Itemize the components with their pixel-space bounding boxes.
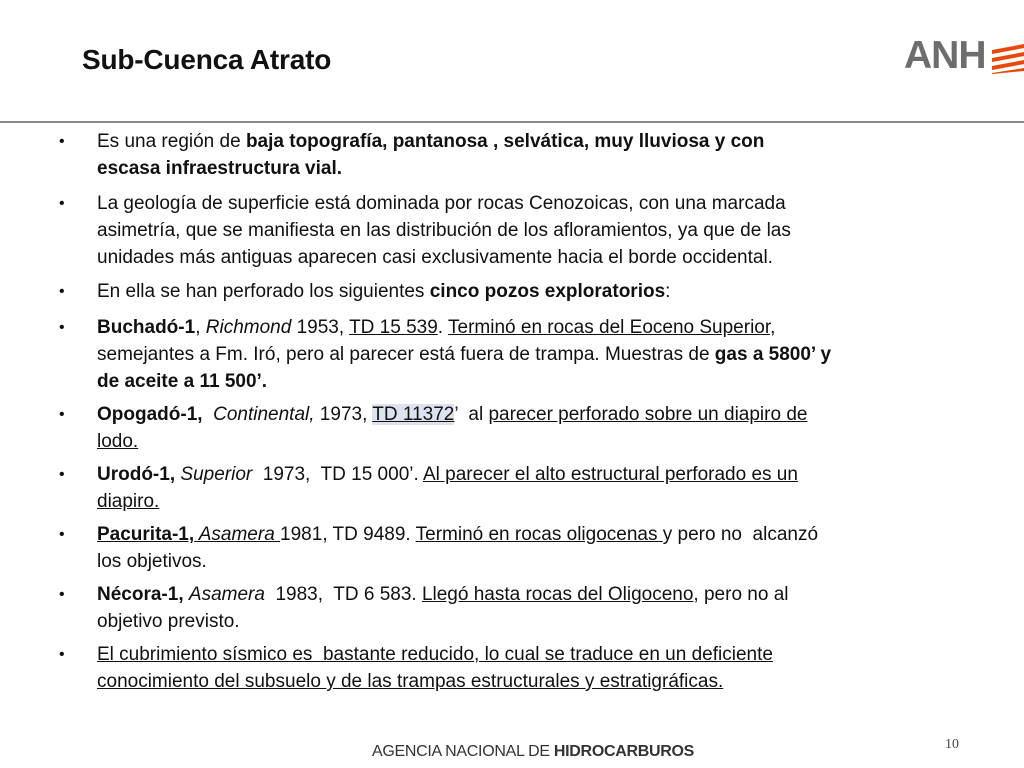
- list-item: [0, 461, 1024, 521]
- item-text: y pero no alcanzó: [662, 524, 819, 545]
- item-underlined-text: Terminó en rocas oligocenas: [415, 524, 663, 545]
- item-bold-text: baja topografía, pantanosa , selvática, muy lluviosa y con: [245, 131, 765, 152]
- list-item: [0, 581, 1024, 641]
- item-text: 1981, TD 9489.: [280, 524, 416, 545]
- list-item: [0, 401, 1024, 461]
- slide-title: Sub-Cuenca Atrato: [82, 44, 332, 75]
- footer-text: AGENCIA NACIONAL DE: [372, 743, 554, 760]
- list-item: [0, 521, 1024, 581]
- well-company: Superior: [180, 464, 253, 485]
- item-text: unidades más antiguas aparecen casi exclusivamente hacia el borde occidental.: [97, 247, 773, 268]
- well-name: Nécora-1,: [97, 584, 184, 605]
- item-underlined-text: parecer perforado sobre un diapiro de: [488, 404, 808, 425]
- item-text: .: [437, 317, 449, 338]
- item-bold-text: gas a 5800’ y: [714, 344, 832, 365]
- logo-stripes-icon: [990, 42, 1024, 74]
- item-bold-text: de aceite a 11 500’.: [97, 371, 268, 392]
- item-text: 1973, TD 15 000’.: [252, 464, 423, 485]
- well-name: Urodó-1,: [97, 464, 176, 485]
- item-text: 1983, TD 6 583.: [264, 584, 422, 605]
- bullet-marker: •: [59, 133, 65, 150]
- footer-agency: [372, 743, 694, 761]
- item-text: semejantes a Fm. Iró, pero al parecer está fuera de trampa. Muestras de: [97, 344, 715, 365]
- bullet-marker: •: [59, 526, 65, 543]
- well-company: Continental,: [213, 404, 315, 425]
- item-text: asimetría, que se manifiesta en las distribución de los afloramientos, ya que de las: [97, 220, 791, 241]
- item-text: ,: [195, 317, 206, 338]
- header-divider: [0, 121, 1024, 123]
- list-item: [0, 314, 1024, 401]
- well-td: TD 11372: [372, 404, 455, 425]
- list-item: [0, 278, 1024, 314]
- item-text: [203, 404, 214, 425]
- bullet-marker: •: [59, 283, 65, 300]
- item-text: ’ al: [454, 404, 489, 425]
- bullet-marker: •: [59, 466, 65, 483]
- well-name: Pacurita-1,: [97, 524, 195, 545]
- item-underlined-text: diapiro.: [97, 491, 160, 512]
- item-text: :: [665, 281, 671, 302]
- footer-bold-text: HIDROCARBUROS: [553, 743, 695, 760]
- item-underlined-text: conocimiento del subsuelo y de las trampas estructurales y estratigráficas.: [97, 671, 724, 692]
- item-text: 1953,: [291, 317, 350, 338]
- bullet-marker: •: [59, 646, 65, 663]
- item-bold-text: cinco pozos exploratorios: [429, 281, 666, 302]
- item-text: En ella se han perforado los siguientes: [97, 281, 430, 302]
- item-text: , pero no al: [693, 584, 789, 605]
- item-underlined-text: El cubrimiento sísmico es bastante reducido, lo cual se traduce en un deficiente: [97, 644, 773, 665]
- item-underlined-text: Al parecer el alto estructural perforado es un: [423, 464, 798, 485]
- bullet-marker: •: [59, 319, 65, 336]
- item-underlined-text: lodo.: [97, 431, 139, 452]
- bullet-marker: •: [59, 406, 65, 423]
- item-text: objetivo previsto.: [97, 611, 240, 632]
- list-item: [0, 190, 1024, 278]
- well-company: Asamera: [194, 524, 281, 545]
- item-underlined-text: Llegó hasta rocas del Oligoceno: [421, 584, 694, 605]
- item-text: La geología de superficie está dominada por rocas Cenozoicas, con una marcada: [97, 193, 786, 214]
- item-text: los objetivos.: [97, 551, 207, 572]
- list-item: [0, 128, 1024, 190]
- page-number: 10: [945, 737, 959, 752]
- well-company: Asamera: [188, 584, 265, 605]
- logo-text: ANH: [904, 34, 986, 77]
- well-td: TD 15 539: [349, 317, 438, 338]
- well-name: Buchadó-1: [97, 317, 196, 338]
- well-name: Opogadó-1,: [97, 404, 203, 425]
- item-underlined-text: Terminó en rocas del Eoceno Superior,: [448, 317, 776, 338]
- item-bold-text: escasa infraestructura vial.: [97, 158, 343, 179]
- well-company: Richmond: [205, 317, 292, 338]
- item-text: 1973,: [314, 404, 373, 425]
- bullet-marker: •: [59, 586, 65, 603]
- item-text: Es una región de: [97, 131, 246, 152]
- bullet-list: [0, 128, 1024, 701]
- bullet-marker: •: [59, 195, 65, 212]
- list-item: [0, 641, 1024, 701]
